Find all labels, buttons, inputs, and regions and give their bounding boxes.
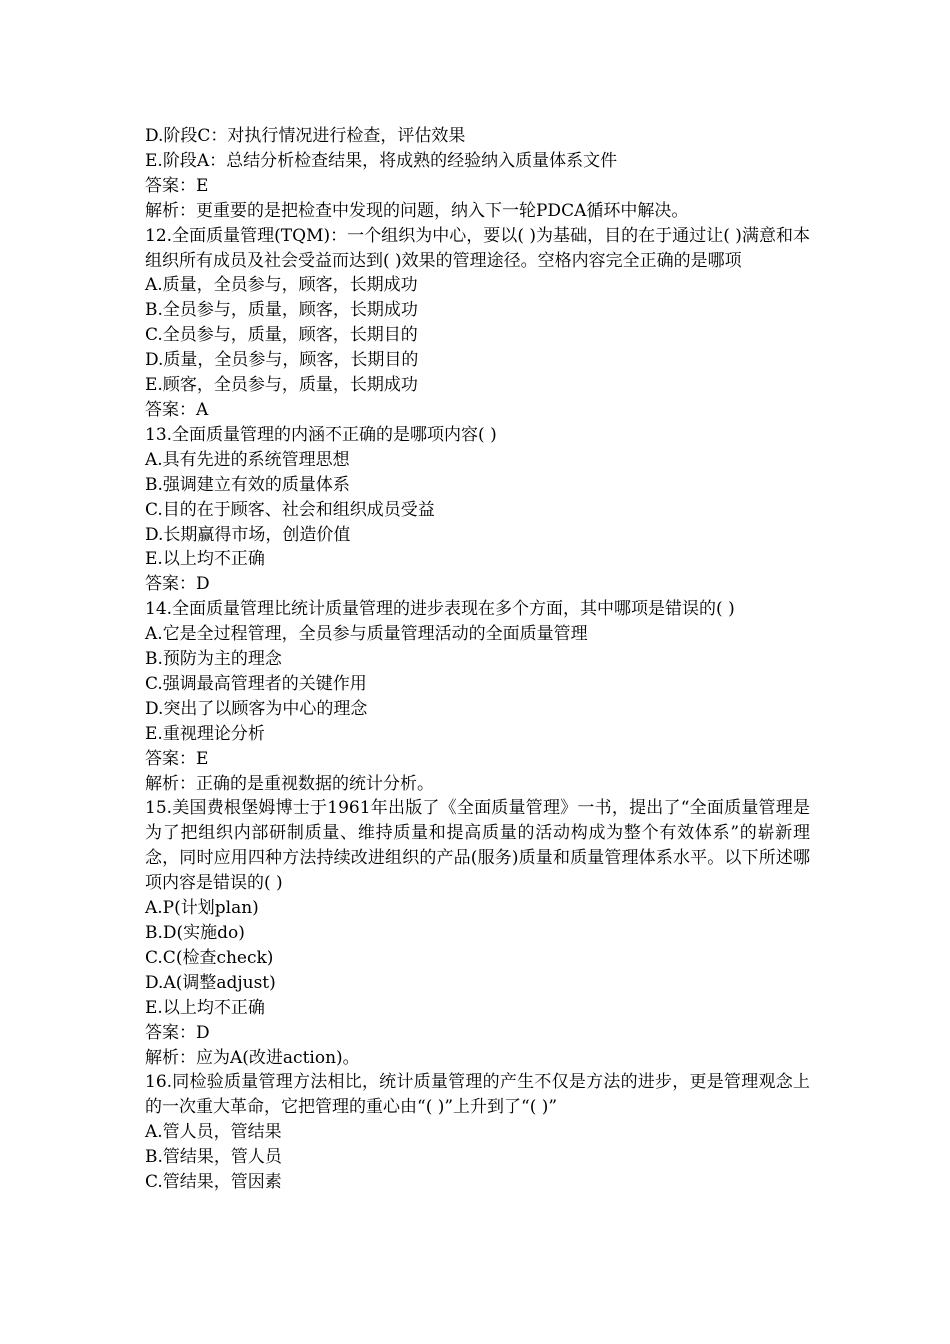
option-line: A.它是全过程管理，全员参与质量管理活动的全面质量管理	[145, 624, 588, 645]
option-line: B.预防为主的理念	[145, 649, 282, 670]
option-line: B.管结果，管人员	[145, 1147, 282, 1168]
question-15: 15.美国费根堡姆博士于1961年出版了《全面质量管理》一书，提出了“全面质量管理是为了把组织内部研制质量、维持质量和提高质量的活动构成为整个有效体系”的崭新理念，同时应用四种方法持续改进组织的产品(服务)质量和质量管理体系水平。以下所述哪项内容是错误的( )	[145, 798, 810, 894]
explanation-line: 解析：正确的是重视数据的统计分析。	[145, 773, 434, 794]
question-16: 16.同检验质量管理方法相比，统计质量管理的产生不仅是方法的进步，更是管理观念上的一次重大革命，它把管理的重心由“( )”上升到了“( )”	[145, 1072, 810, 1118]
option-line: C.C(检查check)	[145, 947, 274, 968]
option-line: E.以上均不正确	[145, 997, 265, 1018]
option-line: E.顾客，全员参与，质量，长期成功	[145, 375, 418, 396]
answer-line: 答案：D	[145, 574, 210, 595]
option-line: E.以上均不正确	[145, 549, 265, 570]
option-line: C.全员参与，质量，顾客，长期目的	[145, 325, 418, 346]
option-line: D.质量，全员参与，顾客，长期目的	[145, 350, 419, 371]
answer-line: 答案：A	[145, 399, 209, 420]
option-line: B.全员参与，质量，顾客，长期成功	[145, 300, 418, 321]
option-line: D.长期赢得市场，创造价值	[145, 524, 351, 545]
question-13: 13.全面质量管理的内涵不正确的是哪项内容( )	[145, 424, 497, 445]
document-body	[145, 124, 810, 1195]
option-line: D.突出了以顾客为中心的理念	[145, 698, 368, 719]
explanation-line: 解析：更重要的是把检查中发现的问题，纳入下一轮PDCA循环中解决。	[145, 200, 689, 221]
option-line: C.强调最高管理者的关键作用	[145, 673, 367, 694]
option-line: B.D(实施do)	[145, 923, 245, 943]
option-line: D.A(调整adjust)	[145, 972, 276, 993]
answer-line: 答案：E	[145, 175, 209, 196]
question-14: 14.全面质量管理比统计质量管理的进步表现在多个方面，其中哪项是错误的( )	[145, 599, 735, 620]
explanation-line: 解析：应为A(改进action)。	[145, 1047, 360, 1068]
option-line: A.具有先进的系统管理思想	[145, 449, 350, 470]
option-line: E.重视理论分析	[145, 723, 265, 744]
question-12: 12.全面质量管理(TQM)：一个组织为中心，要以( )为基础，目的在于通过让( )满意和本组织所有成员及社会受益而达到( )效果的管理途径。空格内容完全正确的是哪项	[145, 225, 810, 271]
option-line: A.管人员，管结果	[145, 1122, 282, 1143]
option-line: A.P(计划plan)	[145, 898, 259, 919]
answer-line: 答案：E	[145, 748, 209, 769]
answer-line: 答案：D	[145, 1022, 210, 1043]
option-line: B.强调建立有效的质量体系	[145, 474, 350, 495]
option-line: A.质量，全员参与，顾客，长期成功	[145, 275, 418, 296]
option-line: C.管结果，管因素	[145, 1172, 282, 1193]
option-line: C.目的在于顾客、社会和组织成员受益	[145, 499, 435, 520]
option-line: E.阶段A：总结分析检查结果，将成熟的经验纳入质量体系文件	[145, 150, 618, 171]
option-line: D.阶段C：对执行情况进行检查，评估效果	[145, 126, 466, 146]
